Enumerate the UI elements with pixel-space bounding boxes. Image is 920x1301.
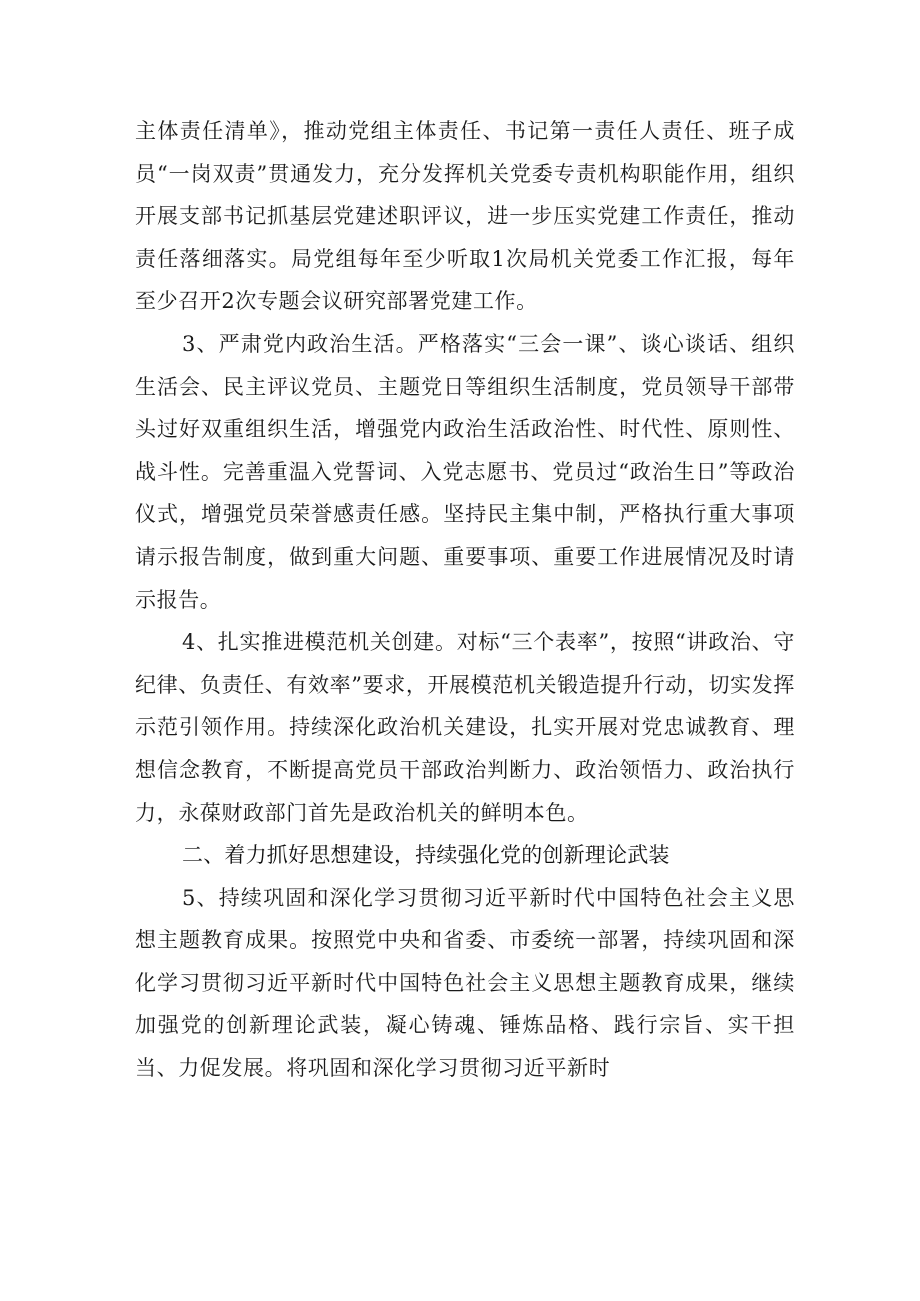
paragraph-item-3: 3、严肃党内政治生活。严格落实“三会一课”、谈心谈话、组织生活会、民主评议党员、主题党日等组织生活制度，党员领导干部带头过好双重组织生活，增强党内政治生活政治性、时代性、原则性、战斗性。完善重温入党誓词、入党志愿书、党员过“政治生日”等政治仪式，增强党员荣誉感责任感。坚持民主集中制，严格执行重大事项请示报告制度，做到重大问题、重要事项、重要工作进展情况及时请示报告。 [135,331,795,612]
paragraph-continuation: 主体责任清单》，推动党组主体责任、书记第一责任人责任、班子成员“一岗双责”贯通发力，充分发挥机关党委专责机构职能作用，组织开展支部书记抓基层党建述职评议，进一步压实党建工作责任，推动责任落细落实。局党组每年至少听取1次局机关党委工作汇报，每年至少召开2次专题会议研究部署党建工作。 [135,119,795,314]
document-body [135,110,795,1090]
section-heading: 二、着力抓好思想建设，持续强化党的创新理论武装 [182,843,670,868]
paragraph-item-4: 4、扎实推进模范机关创建。对标“三个表率”，按照“讲政治、守纪律、负责任、有效率”要求，开展模范机关锻造提升行动，切实发挥示范引领作用。持续深化政治机关建设，扎实开展对党忠诚教育、理想信念教育，不断提高党员干部政治判断力、政治领悟力、政治执行力，永葆财政部门首先是政治机关的鲜明本色。 [135,630,795,825]
paragraph-item-5: 5、持续巩固和深化学习贯彻习近平新时代中国特色社会主义思想主题教育成果。按照党中央和省委、市委统一部署，持续巩固和深化学习贯彻习近平新时代中国特色社会主义思想主题教育成果，继续加强党的创新理论武装，凝心铸魂、锤炼品格、践行宗旨、实干担当、力促发展。将巩固和深化学习贯彻习近平新时 [135,885,795,1081]
